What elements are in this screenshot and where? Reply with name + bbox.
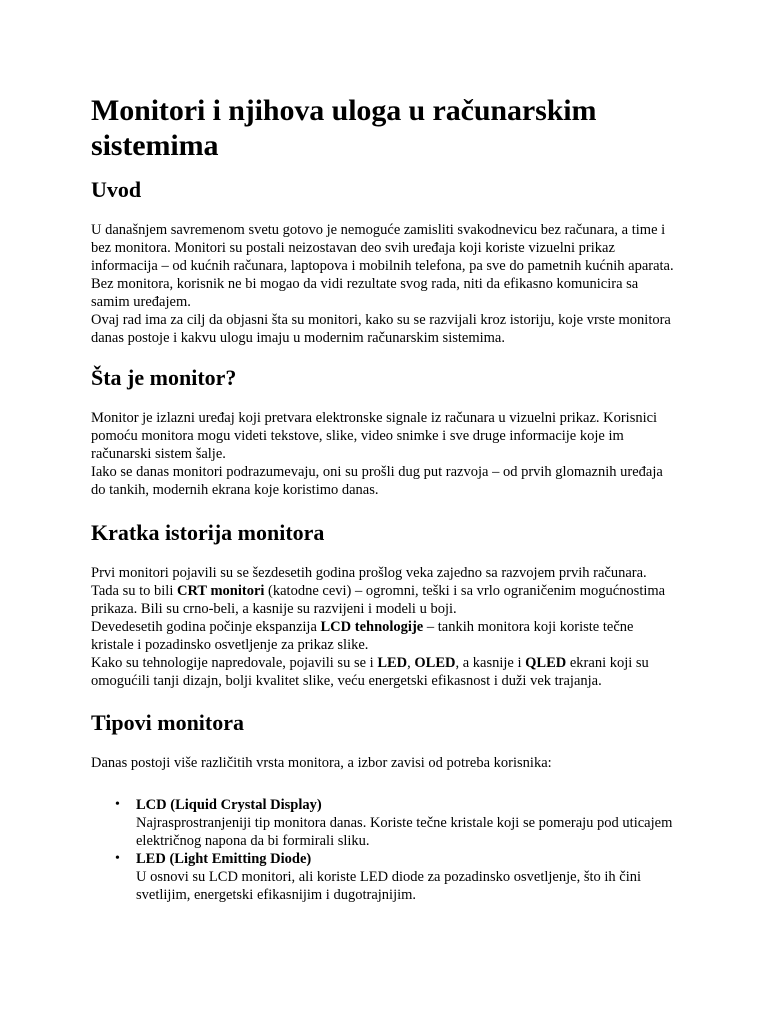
paragraph: Monitor je izlazni uređaj koji pretvara elektronske signale iz računara u vizuelni prikaz. Korisnici pomoću monitora mogu videti tekstove, slike, video snimke i sve druge informacije koje im računarski sistem šalje. bbox=[91, 410, 658, 462]
list-item-description: U osnovi su LCD monitori, ali koriste LED diode za pozadinsko osvetljenje, što ih čini svetlijim, energetski efikasnijim i dugotrajnijim. bbox=[136, 869, 642, 903]
paragraph: Ovaj rad ima za cilj da objasni šta su monitori, kako su se razvijali kroz istoriju, koje vrste monitora danas postoje i kakvu ulogu imaju u modernim računarskim sistemima. bbox=[91, 312, 671, 346]
list-item-term: LED (Light Emitting Diode) bbox=[136, 851, 312, 867]
text-span: ekrani koji su omogućili tanji dizajn, bolji kvalitet slike, veću energetski efikasnost i duži vek trajanja. bbox=[91, 655, 649, 689]
list-item-description: Najrasprostranjeniji tip monitora danas. Koriste tečne kristale koji se pomeraju pod uticajem električnog napona da bi formirali sliku. bbox=[136, 815, 673, 849]
bold-term: CRT monitori bbox=[176, 583, 265, 599]
section-sta-body bbox=[91, 409, 677, 499]
paragraph: Danas postoji više različitih vrsta monitora, a izbor zavisi od potreba korisnika: bbox=[91, 755, 552, 771]
list-item-term: LCD (Liquid Crystal Display) bbox=[136, 797, 322, 813]
section-tipovi-body bbox=[91, 754, 677, 772]
text-span: , a kasnije i bbox=[455, 655, 526, 671]
text-span: Kako su tehnologije napredovale, pojavili su se i bbox=[91, 655, 378, 671]
heading-tipovi: Tipovi monitora bbox=[91, 710, 245, 735]
list-item bbox=[115, 850, 677, 904]
bullet-icon: • bbox=[115, 797, 120, 812]
section-istorija-body bbox=[91, 564, 677, 690]
paragraph: Iako se danas monitori podrazumevaju, oni su prošli dug put razvoja – od prvih glomaznih uređaja do tankih, modernih ekrana koje koristimo danas. bbox=[91, 464, 663, 498]
paragraph bbox=[91, 654, 677, 690]
bold-term: QLED bbox=[525, 655, 567, 671]
heading-istorija: Kratka istorija monitora bbox=[91, 520, 325, 545]
heading-uvod: Uvod bbox=[91, 177, 142, 202]
paragraph bbox=[91, 564, 677, 618]
text-span: , bbox=[407, 655, 415, 671]
bullet-icon: • bbox=[115, 851, 120, 866]
text-span: Devedesetih godina počinje ekspanzija bbox=[91, 619, 321, 635]
bold-term: LED bbox=[377, 655, 408, 671]
document-title: Monitori i njihova uloga u računarskim sistemima bbox=[91, 94, 597, 162]
paragraph bbox=[91, 618, 677, 654]
paragraph: U današnjem savremenom svetu gotovo je nemoguće zamisliti svakodnevicu bez računara, a time i bez monitora. Monitori su postali neizostavan deo svih uređaja koji koriste vizuelni prikaz informacija – od kućnih računara, laptopova i mobilnih telefona, pa sve do pametnih kućnih aparata. Bez monitora, korisnik ne bi mogao da vidi rezultate svog rada, niti da efikasno komunicira sa samim uređajem. bbox=[91, 222, 674, 310]
monitor-types-list bbox=[91, 796, 677, 904]
list-item bbox=[115, 796, 677, 850]
text-span: Prvi monitori pojavili su se šezdesetih godina prošlog veka zajedno sa razvojem prvih računara. Tada su to bili bbox=[91, 565, 647, 599]
bold-term: OLED bbox=[414, 655, 456, 671]
text-span: (katodne cevi) – ogromni, teški i sa vrlo ograničenim mogućnostima prikaza. Bili su crno-beli, a kasnije su razvijeni i modeli u boji. bbox=[91, 583, 666, 617]
section-uvod-body bbox=[91, 221, 677, 347]
bold-term: LCD tehnologije bbox=[320, 619, 424, 635]
text-span: – tankih monitora koji koriste tečne kristale i pozadinsko osvetljenje za prikaz slike. bbox=[91, 619, 634, 653]
heading-sta-je-monitor: Šta je monitor? bbox=[91, 365, 237, 390]
